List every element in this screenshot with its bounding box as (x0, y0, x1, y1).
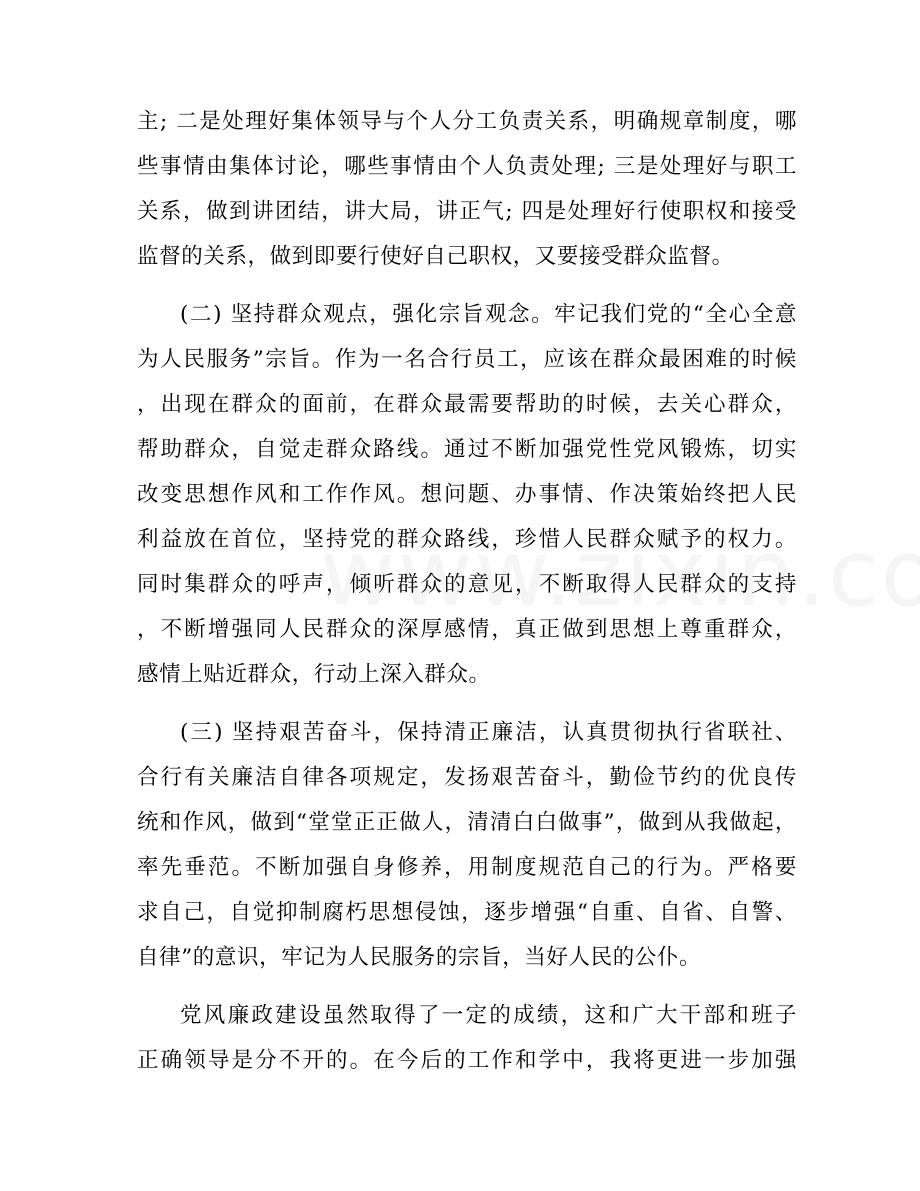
text-line: 帮助群众，自觉走群众路线。通过不断加强党性党风锻炼，切实 (137, 437, 797, 462)
text-line: 为人民服务”宗旨。作为一名合行员工，应该在群众最困难的时候 (137, 347, 797, 372)
text-line: (二) 坚持群众观点，强化宗旨观念。牢记我们党的“全心全意 (180, 302, 797, 327)
text-line: 正确领导是分不开的。在今后的工作和学中，我将更进一步加强 (137, 1048, 797, 1073)
text-line: 关系，做到讲团结，讲大局，讲正气; 四是处理好行使职权和接受 (137, 199, 797, 224)
text-line: 求自己，自觉抑制腐朽思想侵蚀，逐步增强“自重、自省、自警、 (137, 900, 797, 925)
text-line: 率先垂范。不断加强自身修养，用制度规范自己的行为。严格要 (137, 855, 797, 880)
text-line: 改变思想作风和工作作风。想问题、办事情、作决策始终把人民 (137, 482, 797, 507)
text-line: 主; 二是处理好集体领导与个人分工负责关系，明确规章制度，哪 (137, 109, 797, 134)
text-line: 自律”的意识，牢记为人民服务的宗旨，当好人民的公仆。 (137, 945, 702, 970)
text-line: 党风廉政建设虽然取得了一定的成绩，这和广大干部和班子 (180, 1003, 797, 1028)
text-line: 监督的关系，做到即要行使好自己职权，又要接受群众监督。 (137, 244, 734, 269)
text-line: 合行有关廉洁自律各项规定，发扬艰苦奋斗，勤俭节约的优良传 (137, 765, 797, 790)
text-line: 利益放在首位，坚持党的群众路线，珍惜人民群众赋予的权力。 (137, 527, 797, 552)
text-line: 同时集群众的呼声，倾听群众的意见，不断取得人民群众的支持 (137, 572, 797, 597)
text-line: ，出现在群众的面前，在群众最需要帮助的时候，去关心群众， (137, 392, 797, 417)
text-line: 统和作风，做到“堂堂正正做人，清清白白做事”，做到从我做起， (137, 810, 797, 835)
text-line: 感情上贴近群众，行动上深入群众。 (137, 662, 491, 687)
text-line: 些事情由集体讨论，哪些事情由个人负责处理; 三是处理好与职工 (137, 154, 797, 179)
text-line: ，不断增强同人民群众的深厚感情，真正做到思想上尊重群众， (137, 617, 797, 642)
text-line: (三) 坚持艰苦奋斗，保持清正廉洁，认真贯彻执行省联社、 (180, 720, 797, 745)
